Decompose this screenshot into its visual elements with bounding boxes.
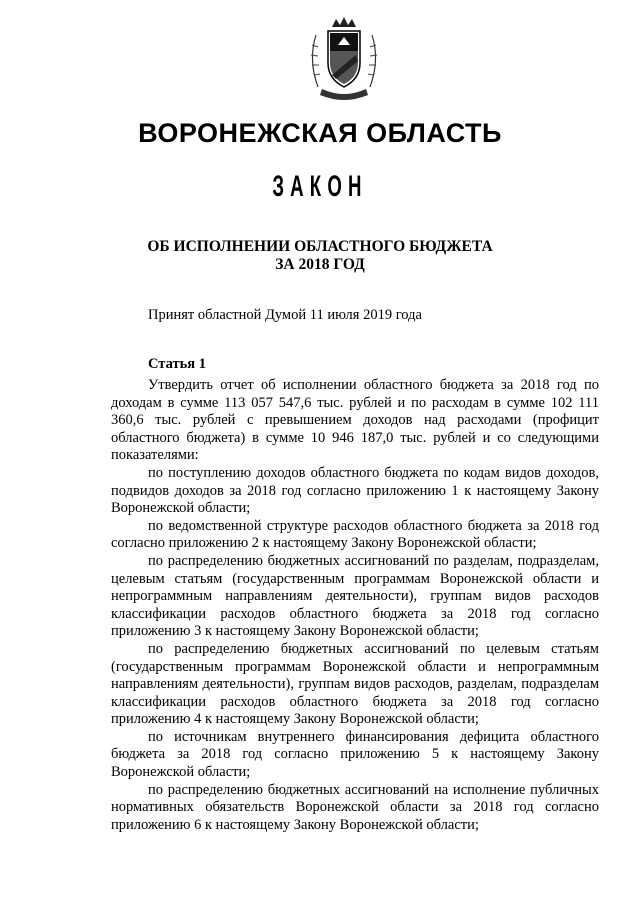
subject-line-2: ЗА 2018 ГОД: [275, 256, 365, 273]
article-paragraph: по поступлению доходов областного бюджета по кодам видов доходов, подвидов доходов за 2018 год согласно приложению 1 к настоящему Закону Воронежской области;: [111, 464, 599, 517]
document-subject: [0, 238, 640, 274]
article-paragraph: по источникам внутреннего финансирования дефицита областного бюджета за 2018 год согласно приложению 5 к настоящему Закону Воронежской области;: [111, 728, 599, 781]
article-paragraph: по распределению бюджетных ассигнований на исполнение публичных нормативных обязательств Воронежской области за 2018 год согласно приложению 6 к настоящему Закону Воронежской области;: [111, 781, 599, 833]
article-paragraph: по ведомственной структуре расходов областного бюджета за 2018 год согласно приложению 2 к настоящему Закону Воронежской области;: [111, 517, 599, 552]
coat-of-arms-icon: [302, 15, 386, 105]
article-paragraph: по распределению бюджетных ассигнований по целевым статьям (государственным программам Воронежской области и непрограммным направлениям деятельности), группам видов расходов, разделам, подразделам классификации расходов областного бюджета за 2018 год согласно приложению 4 к настоящему Закону Воронежской области;: [111, 640, 599, 728]
subject-line-1: ОБ ИСПОЛНЕНИИ ОБЛАСТНОГО БЮДЖЕТА: [147, 238, 493, 255]
article-paragraph: Утвердить отчет об исполнении областного бюджета за 2018 год по доходам в сумме 113 057 547,6 тыс. рублей и по расходам в сумме 102 111 360,6 тыс. рублей с превышением доходов над расходами (профицит областного бюджета) в сумме 10 946 187,0 тыс. рублей и со следующими показателями:: [111, 377, 599, 464]
article-paragraph: по распределению бюджетных ассигнований по разделам, подразделам, целевым статьям (государственным программам Воронежской области и непрограммным направлениям деятельности), группам видов расходов классификации расходов областного бюджета за 2018 год согласно приложению 3 к настоящему Закону Воронежской области;: [111, 552, 599, 640]
region-title: ВОРОНЕЖСКАЯ ОБЛАСТЬ: [138, 118, 502, 148]
adoption-date-line: Принят областной Думой 11 июля 2019 года: [148, 307, 422, 323]
document-type-title: ЗАКОН: [272, 170, 368, 203]
article-body: [111, 377, 599, 834]
article-heading: Статья 1: [148, 356, 206, 372]
